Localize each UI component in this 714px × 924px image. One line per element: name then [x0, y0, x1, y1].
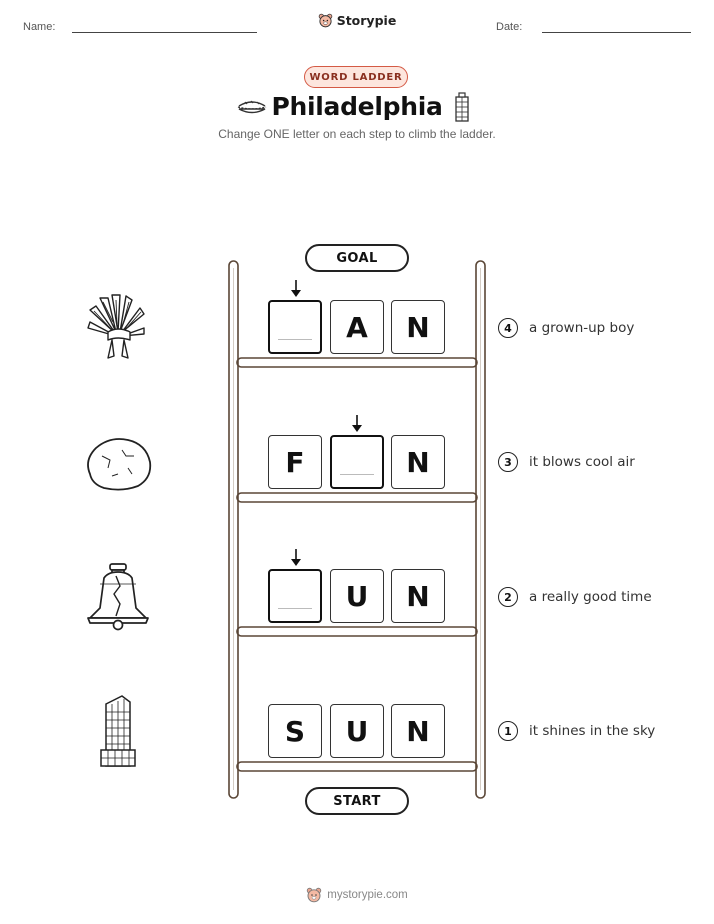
instructions: Change ONE letter on each step to climb the ladder. — [218, 127, 496, 141]
clue-number: 1 — [498, 721, 518, 741]
letter-input-box[interactable] — [268, 300, 322, 354]
letter-box: N — [391, 300, 445, 354]
letter-box: A — [330, 300, 384, 354]
worksheet-type-badge: WORD LADDER — [304, 66, 408, 88]
letter-input-box[interactable] — [268, 569, 322, 623]
letter-box: N — [391, 569, 445, 623]
start-label: START — [305, 787, 409, 815]
letter-box: N — [391, 435, 445, 489]
letter-box: S — [268, 704, 322, 758]
footer-url[interactable]: mystorypie.com — [327, 889, 408, 901]
bear-mascot-icon — [306, 887, 322, 903]
clue-number: 4 — [498, 318, 518, 338]
letter-box: U — [330, 704, 384, 758]
name-label: Name: — [23, 21, 56, 33]
down-arrow-icon — [290, 280, 302, 298]
soft-pretzel-icon — [82, 434, 154, 492]
clue-text: it blows cool air — [529, 454, 635, 470]
clue-text: a grown-up boy — [529, 320, 635, 336]
goal-label: GOAL — [305, 244, 409, 272]
skyscraper-icon — [98, 694, 136, 768]
letter-box: N — [391, 704, 445, 758]
headdress-icon — [86, 292, 148, 362]
letter-box: U — [330, 569, 384, 623]
down-arrow-icon — [290, 549, 302, 567]
footer — [0, 887, 714, 903]
brand-name: Storypie — [336, 13, 397, 28]
clue-number: 3 — [498, 452, 518, 472]
letter-input-box[interactable] — [330, 435, 384, 489]
clue-text: it shines in the sky — [529, 723, 656, 739]
clue-text: a really good time — [529, 589, 652, 605]
down-arrow-icon — [351, 415, 363, 433]
page-title: Philadelphia — [271, 92, 443, 121]
letter-box: F — [268, 435, 322, 489]
liberty-bell-icon — [86, 562, 150, 632]
clue-number: 2 — [498, 587, 518, 607]
date-label: Date: — [496, 21, 523, 33]
